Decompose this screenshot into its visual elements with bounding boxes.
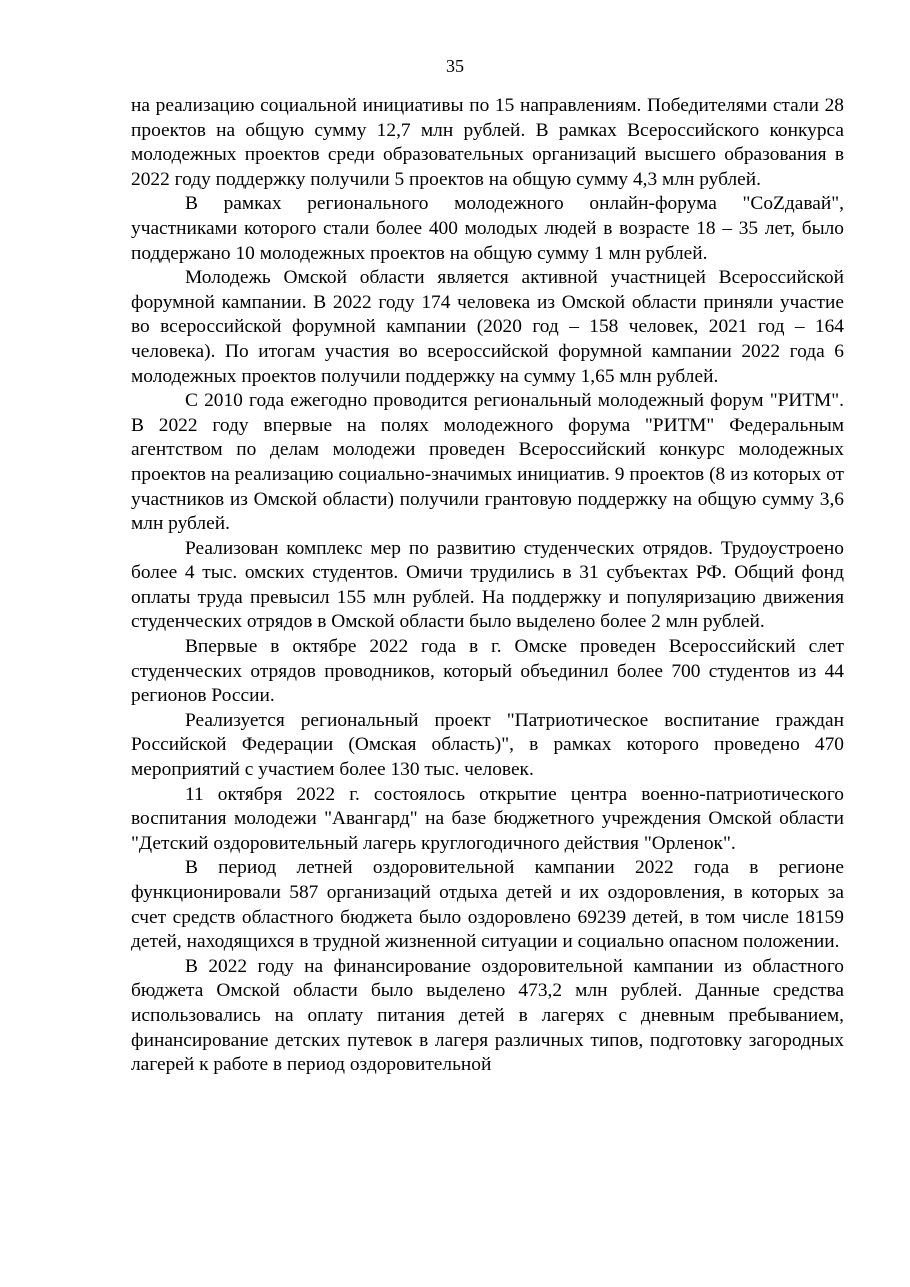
- paragraph-8: 11 октября 2022 г. состоялось открытие центра военно-патриотического воспитания молодежи "Авангард" на базе бюджетного учреждения Омской области "Детский оздоровительный лагерь круглогодичного действия "Орленок".: [131, 783, 844, 854]
- paragraph-3: Молодежь Омской области является активной участницей Всероссийской форумной кампании. В 2022 году 174 человека из Омской области приняли участие во всероссийской форумной кампании (2020 год – 158 человек, 2021 год – 164 человека). По итогам участия во всероссийской форумной кампании 2022 года 6 молодежных проектов получили поддержку на сумму 1,65 млн рублей.: [131, 267, 844, 387]
- paragraph-4: С 2010 года ежегодно проводится региональный молодежный форум "РИТМ". В 2022 году впервые на полях молодежного форума "РИТМ" Федеральным агентством по делам молодежи проведен Всероссийский конкурс молодежных проектов на реализацию социально-значимых инициатив. 9 проектов (8 из которых от участников из Омской области) получили грантовую поддержку на общую сумму 3,6 млн рублей.: [131, 390, 844, 535]
- paragraph-5: Реализован комплекс мер по развитию студенческих отрядов. Трудоустроено более 4 тыс. омских студентов. Омичи трудились в 31 субъектах РФ. Общий фонд оплаты труда превысил 155 млн рублей. На поддержку и популяризацию движения студенческих отрядов в Омской области было выделено более 2 млн рублей.: [131, 537, 844, 633]
- paragraph-6: Впервые в октябре 2022 года в г. Омске проведен Всероссийский слет студенческих отрядов проводников, который объединил более 700 студентов из 44 регионов России.: [131, 636, 844, 707]
- paragraph-7: Реализуется региональный проект "Патриотическое воспитание граждан Российской Федерации (Омская область)", в рамках которого проведено 470 мероприятий с участием более 130 тыс. человек.: [131, 709, 844, 781]
- paragraph-10: В 2022 году на финансирование оздоровительной кампании из областного бюджета Омской области было выделено 473,2 млн рублей. Данные средства использовались на оплату питания детей в лагерях с дневным пребыванием, финансирование детских путевок в лагеря различных типов, подготовку загородных лагерей к работе в период оздоровительной: [131, 955, 844, 1076]
- paragraph-1: на реализацию социальной инициативы по 15 направлениям. Победителями стали 28 проектов на общую сумму 12,7 млн рублей. В рамках Всероссийского конкурса молодежных проектов среди образовательных организаций высшего образования в 2022 году поддержку получили 5 проектов на общую сумму 4,3 млн рублей.: [131, 95, 844, 190]
- paragraph-9: В период летней оздоровительной кампании 2022 года в регионе функционировали 587 организаций отдыха детей и их оздоровления, в которых за счет средств областного бюджета было оздоровлено 69239 детей, в том числе 18159 детей, находящихся в трудной жизненной ситуации и социально опасном положении.: [131, 857, 844, 953]
- body-text: [131, 94, 844, 1078]
- page-number: 35: [446, 56, 464, 76]
- paragraph-2: В рамках регионального молодежного онлайн-форума "CoZдавай", участниками которого стали более 400 молодых людей в возрасте 18 – 35 лет, было поддержано 10 молодежных проектов на общую сумму 1 млн рублей.: [131, 193, 844, 264]
